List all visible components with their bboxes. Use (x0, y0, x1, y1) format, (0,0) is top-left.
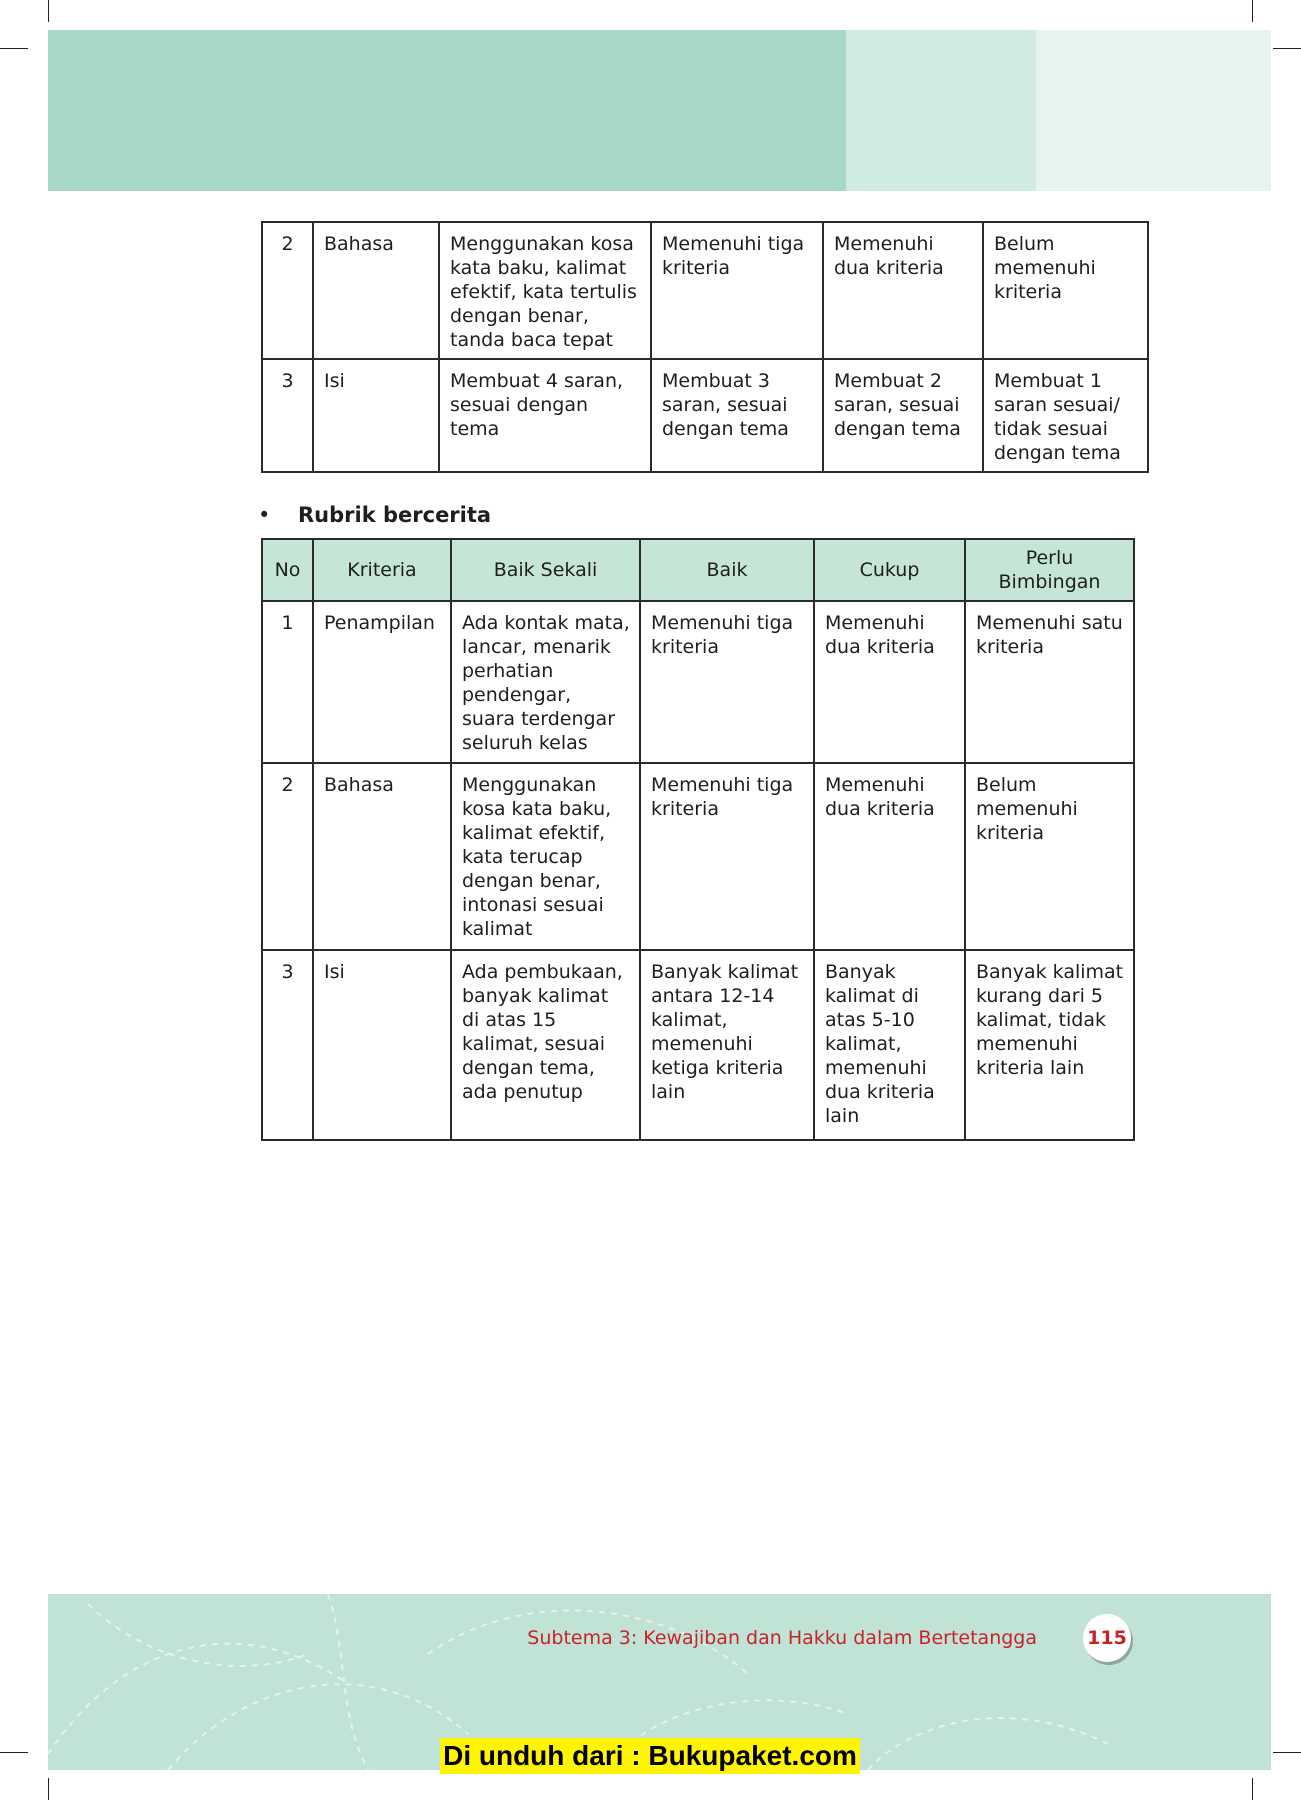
crop-mark (0, 1752, 28, 1753)
crop-mark (1252, 0, 1253, 22)
cell-baik: Banyak kalimat antara 12-14 kalimat, memenuhi ketiga kriteria lain (640, 950, 814, 1140)
cell-perlu-bimbingan: Banyak kalimat kurang dari 5 kalimat, tidak memenuhi kriteria lain (965, 950, 1134, 1140)
cell-baik-sekali: Menggunakan kosa kata baku, kalimat efektif, kata terucap dengan benar, intonasi sesuai kalimat (451, 763, 640, 950)
page-number: 115 (1083, 1614, 1131, 1662)
cell-no: 2 (262, 222, 313, 359)
crop-mark (1273, 1752, 1301, 1753)
rubric-bercerita-table (261, 538, 1135, 1141)
cell-kriteria: Bahasa (313, 763, 451, 950)
cell-perlu-bimbingan: Membuat 1 saran sesuai/ tidak sesuai dengan tema (983, 359, 1148, 472)
cell-baik-sekali: Ada kontak mata, lancar, menarik perhatian pendengar, suara terdengar seluruh kelas (451, 601, 640, 763)
header-kriteria: Kriteria (313, 539, 451, 601)
table-row (262, 222, 1148, 359)
cell-no: 3 (262, 950, 313, 1140)
header-baik-sekali: Baik Sekali (451, 539, 640, 601)
rubric-table-continued (261, 221, 1149, 473)
cell-baik-sekali: Ada pembukaan, banyak kalimat di atas 15 kalimat, sesuai dengan tema, ada penutup (451, 950, 640, 1140)
header-no: No (262, 539, 313, 601)
header-perlu-bimbingan: Perlu Bimbingan (965, 539, 1134, 601)
cell-baik-sekali: Membuat 4 saran, sesuai dengan tema (439, 359, 651, 472)
section-title (258, 503, 491, 527)
cell-no: 2 (262, 763, 313, 950)
cell-cukup: Memenuhi dua kriteria (814, 601, 965, 763)
cell-baik: Memenuhi tiga kriteria (651, 222, 823, 359)
table-row (262, 359, 1148, 472)
crop-mark (0, 48, 28, 49)
cell-baik-sekali: Menggunakan kosa kata baku, kalimat efektif, kata tertulis dengan benar, tanda baca tepat (439, 222, 651, 359)
footer-subtheme: Subtema 3: Kewajiban dan Hakku dalam Bertetangga (527, 1627, 1037, 1649)
header-band (48, 30, 1271, 191)
bullet: • (258, 503, 271, 527)
cell-cukup: Memenuhi dua kriteria (823, 222, 983, 359)
download-banner: Di unduh dari : Bukupaket.com (440, 1738, 860, 1774)
cell-perlu-bimbingan: Belum memenuhi kriteria (983, 222, 1148, 359)
header-band-primary (48, 30, 846, 191)
header-band-secondary (846, 30, 1036, 191)
cell-perlu-bimbingan: Belum memenuhi kriteria (965, 763, 1134, 950)
crop-mark (1273, 48, 1301, 49)
table-row (262, 601, 1134, 763)
crop-mark (1252, 1778, 1253, 1800)
cell-baik: Memenuhi tiga kriteria (640, 601, 814, 763)
cell-cukup: Memenuhi dua kriteria (814, 763, 965, 950)
header-cukup: Cukup (814, 539, 965, 601)
cell-kriteria: Penampilan (313, 601, 451, 763)
crop-mark (48, 1778, 49, 1800)
cell-kriteria: Bahasa (313, 222, 439, 359)
cell-no: 1 (262, 601, 313, 763)
cell-kriteria: Isi (313, 359, 439, 472)
table-row (262, 763, 1134, 950)
table-row (262, 950, 1134, 1140)
cell-no: 3 (262, 359, 313, 472)
cell-cukup: Membuat 2 saran, sesuai dengan tema (823, 359, 983, 472)
table-header-row (262, 539, 1134, 601)
cell-perlu-bimbingan: Memenuhi satu kriteria (965, 601, 1134, 763)
section-title-text: Rubrik bercerita (298, 503, 492, 527)
header-baik: Baik (640, 539, 814, 601)
crop-mark (48, 0, 49, 22)
cell-baik: Membuat 3 saran, sesuai dengan tema (651, 359, 823, 472)
cell-kriteria: Isi (313, 950, 451, 1140)
cell-baik: Memenuhi tiga kriteria (640, 763, 814, 950)
header-band-tertiary (1036, 30, 1271, 191)
cell-cukup: Banyak kalimat di atas 5-10 kalimat, memenuhi dua kriteria lain (814, 950, 965, 1140)
